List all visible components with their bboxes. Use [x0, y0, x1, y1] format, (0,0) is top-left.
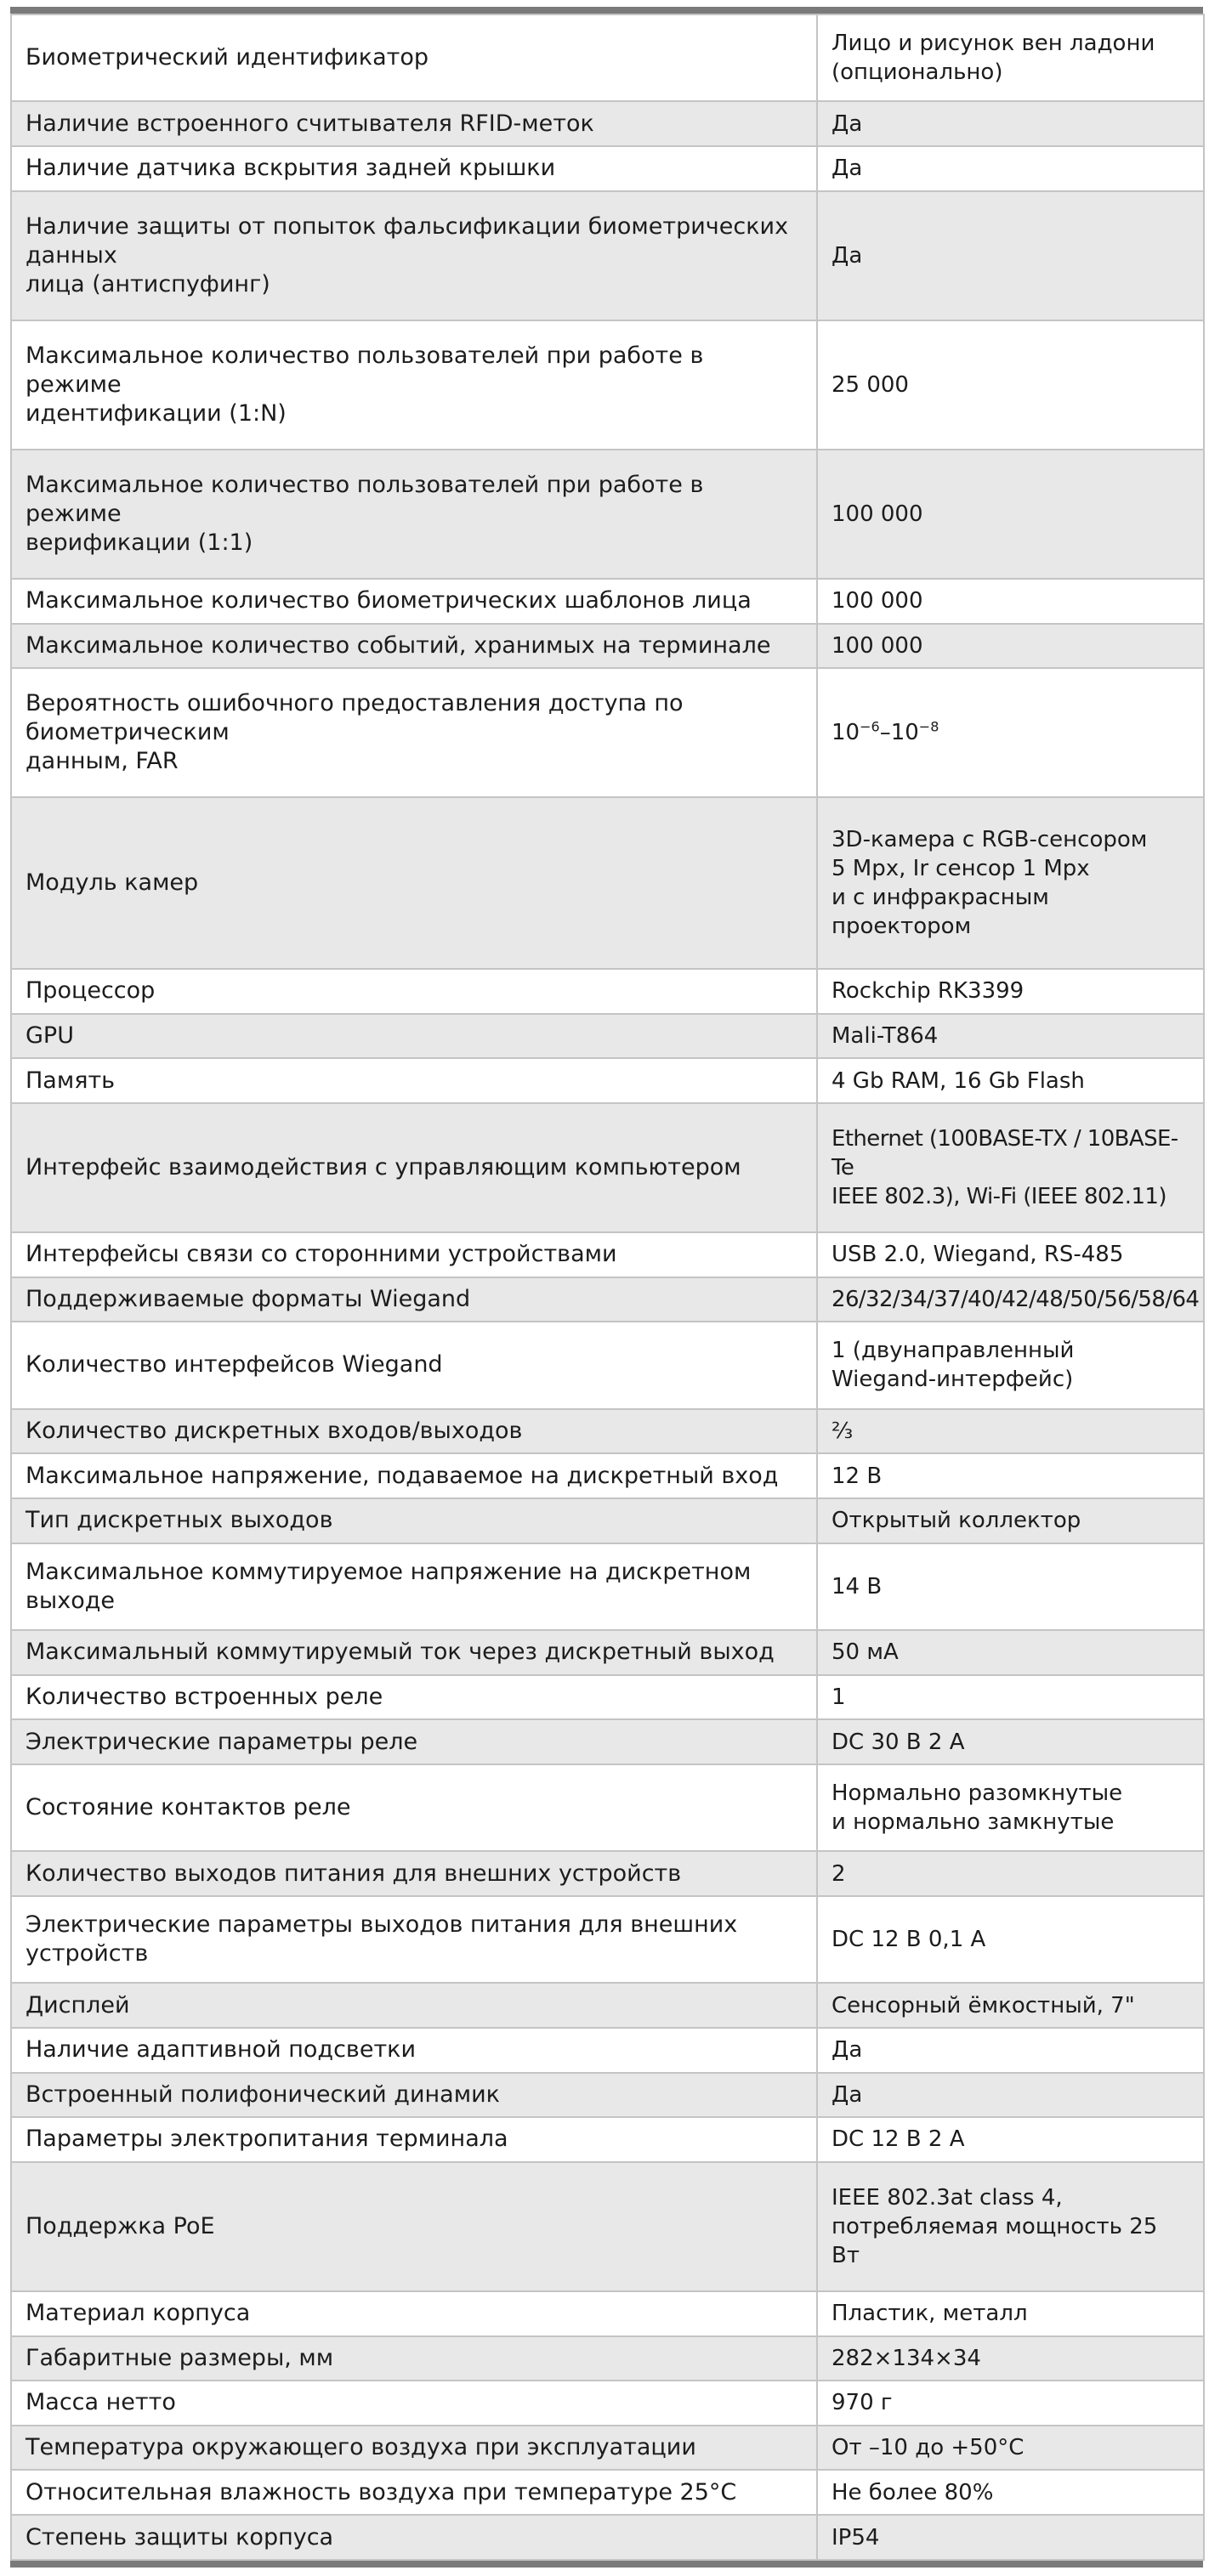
value-cell: 4 Gb RAM, 16 Gb Flash	[817, 1058, 1204, 1103]
value-cell: DC 12 В 0,1 А	[817, 1896, 1204, 1983]
param-cell: Максимальное напряжение, подаваемое на дискретный вход	[11, 1453, 817, 1498]
value-cell: 100 000	[817, 579, 1204, 624]
param-cell: Количество интерфейсов Wiegand	[11, 1322, 817, 1408]
value-cell: Rockchip RK3399	[817, 969, 1204, 1014]
param-cell: Максимальное количество биометрических шаблонов лица	[11, 579, 817, 624]
value-cell: 970 г	[817, 2381, 1204, 2426]
table-row	[11, 1103, 1204, 1232]
param-cell: Интерфейсы связи со сторонними устройствами	[11, 1232, 817, 1277]
far-base: 10	[832, 720, 860, 746]
spec-sheet	[10, 7, 1203, 2568]
value-cell: 100 000	[817, 450, 1204, 579]
param-cell: Состояние контактов реле	[11, 1764, 817, 1851]
table-row	[11, 2426, 1204, 2471]
value-cell: ⅔	[817, 1409, 1204, 1454]
value-cell: 12 В	[817, 1453, 1204, 1498]
value-cell: DC 30 В 2 А	[817, 1719, 1204, 1764]
value-cell: 25 000	[817, 320, 1204, 450]
value-cell: 26/32/34/37/40/42/48/50/56/58/64	[817, 1277, 1204, 1322]
param-cell: Биометрический идентификатор	[11, 14, 817, 101]
table-row	[11, 1630, 1204, 1675]
table-row	[11, 14, 1204, 101]
value-cell: Mali-T864	[817, 1014, 1204, 1059]
param-cell: Электрические параметры выходов питания для внешних устройств	[11, 1896, 817, 1983]
table-row	[11, 1277, 1204, 1322]
table-row	[11, 624, 1204, 669]
param-cell: Максимальный коммутируемый ток через дискретный выход	[11, 1630, 817, 1675]
value-cell: Да	[817, 191, 1204, 320]
value-cell: 2	[817, 1851, 1204, 1896]
value-cell: От –10 до +50°С	[817, 2426, 1204, 2471]
param-cell: Поддержка PoE	[11, 2162, 817, 2291]
table-row	[11, 2336, 1204, 2381]
param-cell: Температура окружающего воздуха при эксплуатации	[11, 2426, 817, 2471]
param-cell: Степень защиты корпуса	[11, 2515, 817, 2560]
param-cell: Дисплей	[11, 1983, 817, 2028]
value-cell: USB 2.0, Wiegand, RS-485	[817, 1232, 1204, 1277]
table-row	[11, 1232, 1204, 1277]
table-row	[11, 1983, 1204, 2028]
value-cell: IP54	[817, 2515, 1204, 2560]
param-cell: Параметры электропитания терминала	[11, 2117, 817, 2162]
table-row	[11, 1014, 1204, 1059]
param-cell: Относительная влажность воздуха при температуре 25°С	[11, 2470, 817, 2515]
value-cell: Да	[817, 2073, 1204, 2118]
table-row	[11, 1058, 1204, 1103]
param-cell: Количество дискретных входов/выходов	[11, 1409, 817, 1454]
table-row	[11, 1322, 1204, 1408]
table-row	[11, 101, 1204, 146]
param-cell: Поддерживаемые форматы Wiegand	[11, 1277, 817, 1322]
param-cell: Память	[11, 1058, 817, 1103]
value-cell: Да	[817, 101, 1204, 146]
table-row	[11, 1764, 1204, 1851]
value-cell: 14 В	[817, 1543, 1204, 1630]
param-cell: Количество выходов питания для внешних устройств	[11, 1851, 817, 1896]
param-cell: GPU	[11, 1014, 817, 1059]
param-cell: Габаритные размеры, мм	[11, 2336, 817, 2381]
value-cell: 3D-камера с RGB-сенсором 5 Mpx, Ir сенсор 1 Mpx и с инфракрасным проектором	[817, 797, 1204, 969]
table-row	[11, 2028, 1204, 2073]
value-cell: Да	[817, 2028, 1204, 2073]
param-cell: Наличие адаптивной подсветки	[11, 2028, 817, 2073]
value-cell: Пластик, металл	[817, 2291, 1204, 2336]
table-row	[11, 146, 1204, 191]
param-cell: Наличие датчика вскрытия задней крышки	[11, 146, 817, 191]
value-cell: 1 (двунаправленный Wiegand-интерфейс)	[817, 1322, 1204, 1408]
param-cell: Наличие защиты от попыток фальсификации биометрических данных лица (антиспуфинг)	[11, 191, 817, 320]
table-row	[11, 2381, 1204, 2426]
value-cell: 100 000	[817, 624, 1204, 669]
value-cell: 1	[817, 1675, 1204, 1720]
table-row	[11, 668, 1204, 797]
table-row	[11, 191, 1204, 320]
table-row	[11, 2073, 1204, 2118]
table-row	[11, 579, 1204, 624]
value-cell: 282×134×34	[817, 2336, 1204, 2381]
spec-table	[10, 14, 1205, 2561]
param-cell: Наличие встроенного считывателя RFID-меток	[11, 101, 817, 146]
param-cell: Максимальное количество событий, хранимых на терминале	[11, 624, 817, 669]
value-cell: 50 мА	[817, 1630, 1204, 1675]
table-row	[11, 1851, 1204, 1896]
table-row	[11, 2515, 1204, 2560]
param-cell: Модуль камер	[11, 797, 817, 969]
value-cell: Открытый коллектор	[817, 1498, 1204, 1543]
value-cell: Ethernet (100BASE-TX / 10BASE-Te IEEE 802.3), Wi-Fi (IEEE 802.11)	[817, 1103, 1204, 1232]
table-row	[11, 2470, 1204, 2515]
value-cell: IEEE 802.3at class 4, потребляемая мощность 25 Вт	[817, 2162, 1204, 2291]
table-row	[11, 2291, 1204, 2336]
value-cell: Нормально разомкнутые и нормально замкнутые	[817, 1764, 1204, 1851]
param-cell: Интерфейс взаимодействия с управляющим компьютером	[11, 1103, 817, 1232]
table-row	[11, 1675, 1204, 1720]
param-cell: Максимальное коммутируемое напряжение на дискретном выходе	[11, 1543, 817, 1630]
value-cell: Лицо и рисунок вен ладони (опционально)	[817, 14, 1204, 101]
far-mid: –10	[879, 720, 919, 746]
table-row	[11, 797, 1204, 969]
table-row	[11, 320, 1204, 450]
value-cell: Не более 80%	[817, 2470, 1204, 2515]
param-cell: Количество встроенных реле	[11, 1675, 817, 1720]
far-exponent-2: −8	[918, 718, 939, 735]
value-cell	[817, 668, 1204, 797]
far-exponent-1: −6	[860, 718, 880, 735]
param-cell: Материал корпуса	[11, 2291, 817, 2336]
table-row	[11, 450, 1204, 579]
table-row	[11, 1543, 1204, 1630]
param-cell: Электрические параметры реле	[11, 1719, 817, 1764]
param-cell: Вероятность ошибочного предоставления доступа по биометрическим данным, FAR	[11, 668, 817, 797]
table-row	[11, 1719, 1204, 1764]
value-cell: DC 12 В 2 А	[817, 2117, 1204, 2162]
param-cell: Максимальное количество пользователей при работе в режиме верификации (1:1)	[11, 450, 817, 579]
param-cell: Процессор	[11, 969, 817, 1014]
value-cell: Да	[817, 146, 1204, 191]
table-row	[11, 1453, 1204, 1498]
param-cell: Встроенный полифонический динамик	[11, 2073, 817, 2118]
table-row	[11, 1498, 1204, 1543]
param-cell: Тип дискретных выходов	[11, 1498, 817, 1543]
table-row	[11, 1896, 1204, 1983]
table-row	[11, 2162, 1204, 2291]
table-row	[11, 969, 1204, 1014]
value-cell: Сенсорный ёмкостный, 7"	[817, 1983, 1204, 2028]
table-row	[11, 2117, 1204, 2162]
param-cell: Масса нетто	[11, 2381, 817, 2426]
table-row	[11, 1409, 1204, 1454]
param-cell: Максимальное количество пользователей при работе в режиме идентификации (1:N)	[11, 320, 817, 450]
